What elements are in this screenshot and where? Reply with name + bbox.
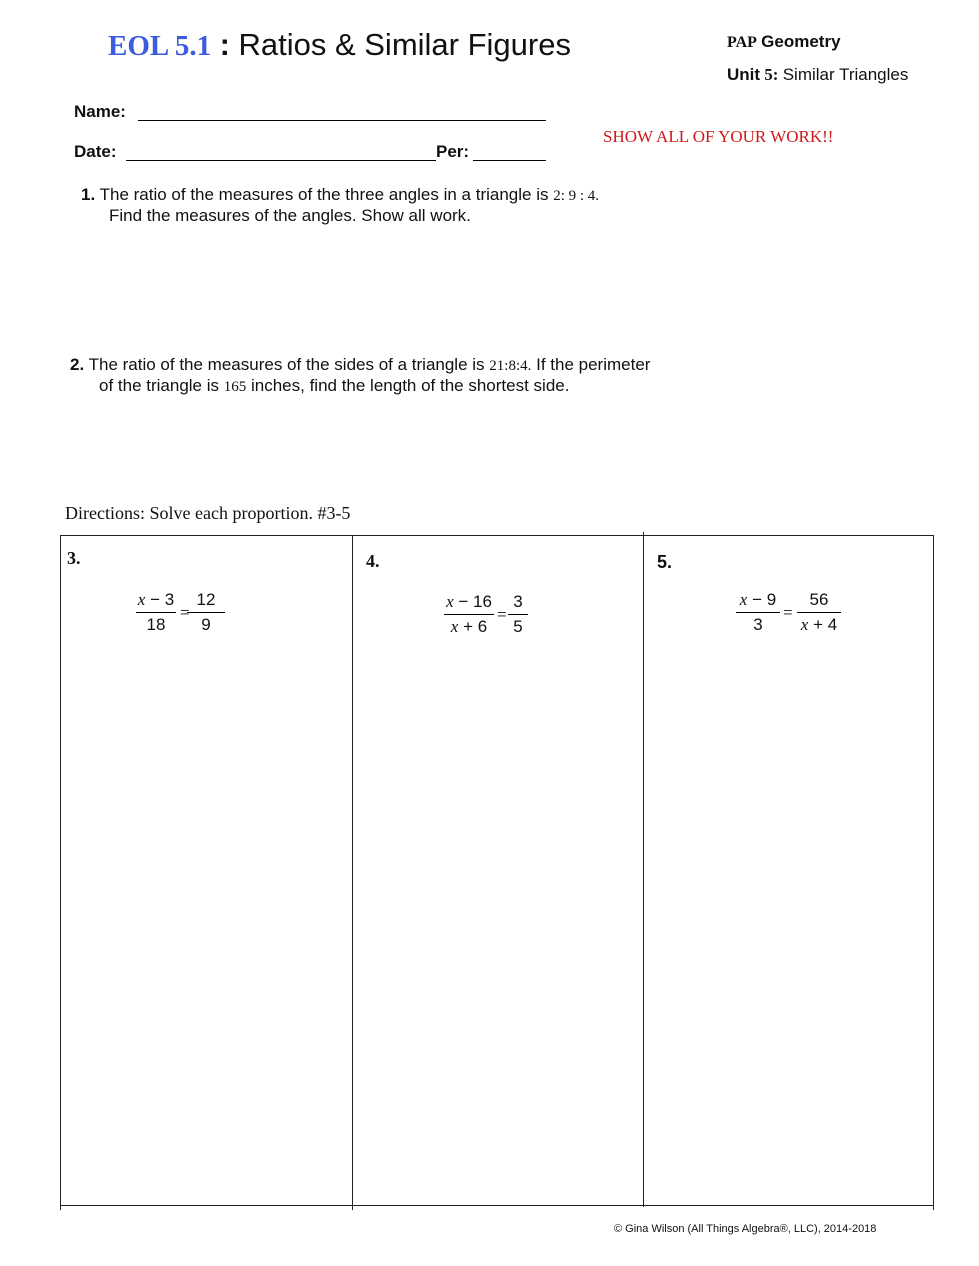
problem-4-left-numerator: x − 16 — [444, 592, 494, 615]
question-1-line-2: Find the measures of the angles. Show all work. — [109, 206, 471, 225]
question-2-ratio: 21:8:4. — [489, 358, 532, 374]
directions: Directions: Solve each proportion. #3-5 — [65, 503, 351, 523]
grid-bottom-border — [60, 1205, 934, 1206]
per-label: Per: — [436, 142, 470, 161]
problem-4-right-denominator: 5 — [513, 617, 523, 636]
problem-5-equals: = — [783, 603, 793, 622]
title-colon: : — [219, 27, 230, 62]
name-field[interactable] — [138, 120, 546, 121]
name-label: Name: — [74, 102, 126, 121]
question-2-text-tail: If the perimeter — [536, 355, 651, 374]
question-2-number: 2. — [70, 355, 85, 374]
question-2-perimeter-value: 165 — [223, 379, 247, 395]
problem-3-left-numerator: x − 3 — [136, 590, 176, 613]
grid-divider-2 — [643, 532, 644, 1207]
problem-5-right-denominator: x + 4 — [800, 615, 838, 634]
copyright-footer: © Gina Wilson (All Things Algebra®, LLC), 2014-2018 — [614, 1223, 877, 1235]
per-field[interactable] — [473, 160, 546, 161]
lesson-title: Ratios & Similar Figures — [238, 27, 571, 62]
date-field[interactable] — [126, 160, 436, 161]
problem-3-right-numerator: 12 — [187, 590, 225, 613]
problem-4-left-denominator: x + 6 — [450, 617, 488, 636]
problem-5-left-numerator: x − 9 — [736, 590, 780, 613]
problem-5-right-fraction — [797, 590, 841, 635]
problem-5-left-denominator: 3 — [753, 615, 763, 634]
problem-5-number: 5. — [657, 552, 673, 572]
page-title — [108, 26, 571, 64]
grid-right-border — [933, 535, 934, 1210]
problem-3-equals: = — [180, 603, 190, 622]
question-1-ratio: 2: 9 : 4. — [553, 188, 600, 204]
grid-top-border — [60, 535, 934, 536]
problem-3-number: 3. — [67, 548, 81, 568]
grid-divider-1 — [352, 535, 353, 1210]
problem-4-number: 4. — [366, 551, 380, 571]
question-2-line-2-pre: of the triangle is — [99, 376, 220, 395]
question-2-line-1 — [70, 354, 650, 377]
lesson-code: EOL 5.1 — [108, 30, 212, 62]
question-2-line-2-post: inches, find the length of the shortest side. — [250, 376, 570, 395]
problem-4-right-fraction — [508, 592, 528, 637]
problem-5-left-fraction — [736, 590, 780, 635]
grid-left-border — [60, 535, 61, 1210]
course-name: Geometry — [761, 32, 841, 51]
problem-4-left-fraction — [444, 592, 494, 637]
question-1-line-1 — [81, 184, 599, 207]
question-1-number: 1. — [81, 185, 96, 204]
problem-5-right-numerator: 56 — [797, 590, 841, 613]
problem-3-left-fraction — [136, 590, 176, 635]
problem-3-right-fraction — [187, 590, 225, 635]
question-1-text: The ratio of the measures of the three angles in a triangle is — [99, 185, 549, 204]
problem-4-equals: = — [497, 605, 507, 624]
problem-3-right-denominator: 9 — [201, 615, 211, 634]
question-2-line-2 — [99, 375, 569, 398]
course-prefix: PAP — [727, 34, 757, 51]
unit-label — [727, 65, 908, 85]
problem-3-left-denominator: 18 — [146, 615, 166, 634]
unit-word: Unit — [727, 65, 761, 84]
unit-number: 5: — [764, 65, 779, 84]
show-work-notice: SHOW ALL OF YOUR WORK!! — [603, 127, 834, 146]
unit-title: Similar Triangles — [782, 65, 909, 84]
course-label — [727, 32, 841, 52]
question-2-text: The ratio of the measures of the sides of a triangle is — [88, 355, 485, 374]
date-label: Date: — [74, 142, 117, 161]
problem-4-right-numerator: 3 — [508, 592, 528, 615]
